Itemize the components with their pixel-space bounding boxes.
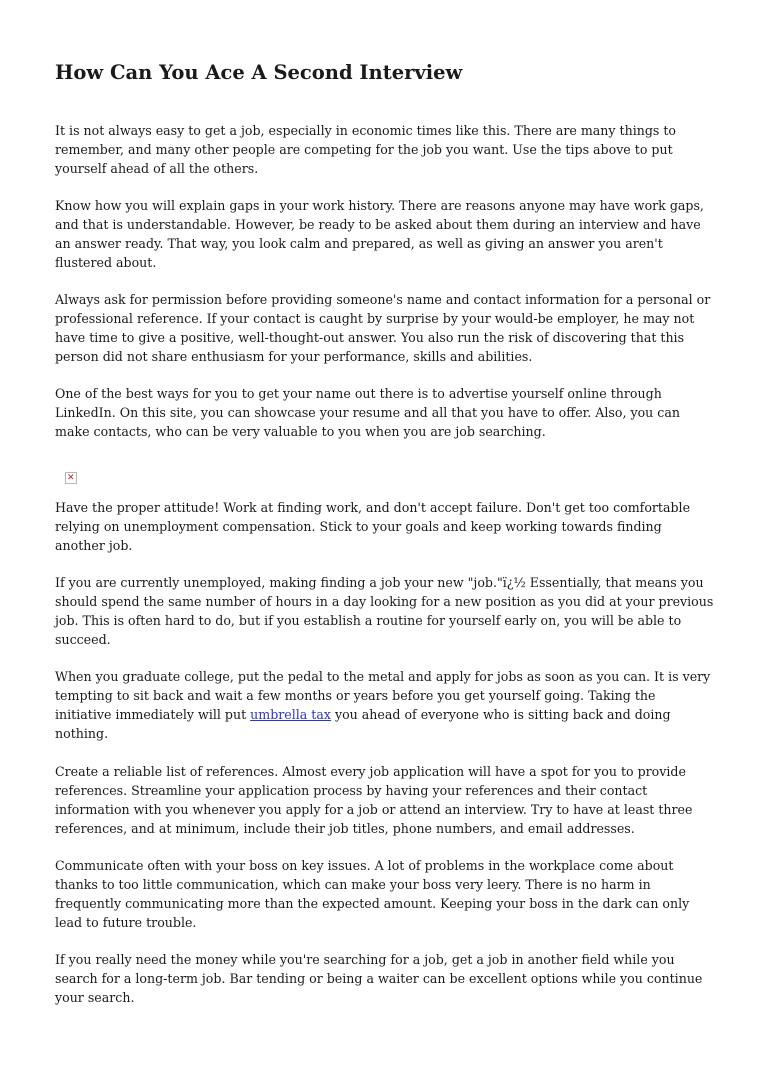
paragraph-intro: It is not always easy to get a job, especially in economic times like this. There are many things to remember, and many other people are competing for the job you want. Use the tips above to put yourself ahead of all the others. xyxy=(55,123,677,176)
paragraph-unemployed: If you are currently unemployed, making finding a job your new "job."ï¿½ Essentially, that means you should spend the same number of hours in a day looking for a new position as you did at your previous job. This is often hard to do, but if you establish a routine for yourself early on, you will be able to succeed. xyxy=(55,575,714,647)
paragraph-work-gaps: Know how you will explain gaps in your work history. There are reasons anyone may have work gaps, and that is understandable. However, be ready to be asked about them during an interview and have an answer ready. That way, you look calm and prepared, as well as giving an answer you aren't flustered about. xyxy=(55,198,704,270)
page-title: How Can You Ace A Second Interview xyxy=(55,61,463,84)
paragraph-attitude: Have the proper attitude! Work at finding work, and don't accept failure. Don't get too comfortable relying on unemployment compensation. Stick to your goals and keep working towards finding another job. xyxy=(55,500,691,553)
broken-image-icon xyxy=(65,472,77,484)
paragraph-references-permission: Always ask for permission before providing someone's name and contact information for a personal or professional reference. If your contact is caught by surprise by your would-be employer, he may not have time to give a positive, well-thought-out answer. You also run the risk of discovering that this person did not share enthusiasm for your performance, skills and abilities. xyxy=(55,292,711,364)
paragraph-linkedin: One of the best ways for you to get your name out there is to advertise yourself online through LinkedIn. On this site, you can showcase your resume and all that you have to offer. Also, you can make contacts, who can be very valuable to you when you are job searching. xyxy=(55,386,680,439)
paragraph-reference-list: Create a reliable list of references. Almost every job application will have a spot for you to provide references. Streamline your application process by having your references and their contact information with you whenever you apply for a job or attend an interview. Try to have at least three references, and at minimum, include their job titles, phone numbers, and email addresses. xyxy=(55,764,693,836)
umbrella-tax-link[interactable]: umbrella tax xyxy=(250,706,331,722)
paragraph-communicate: Communicate often with your boss on key issues. A lot of problems in the workplace come about thanks to too little communication, which can make your boss very leery. There is no harm in frequently communicating more than the expected amount. Keeping your boss in the dark can only lead to future trouble. xyxy=(55,858,690,930)
paragraph-graduate xyxy=(55,668,715,744)
paragraph-graduate-text-before: When you graduate college, put the pedal to the metal and apply for jobs as soon as you can. It is very tempting to sit back and wait a few months or years before you get yourself going. Taking the initiative immediately will put xyxy=(55,669,711,722)
paragraph-graduate-text-after: you ahead of everyone who is sitting back and doing nothing. xyxy=(55,706,671,741)
paragraph-money: If you really need the money while you're searching for a job, get a job in another field while you search for a long-term job. Bar tending or being a waiter can be excellent options while you continue your search. xyxy=(55,952,703,1005)
